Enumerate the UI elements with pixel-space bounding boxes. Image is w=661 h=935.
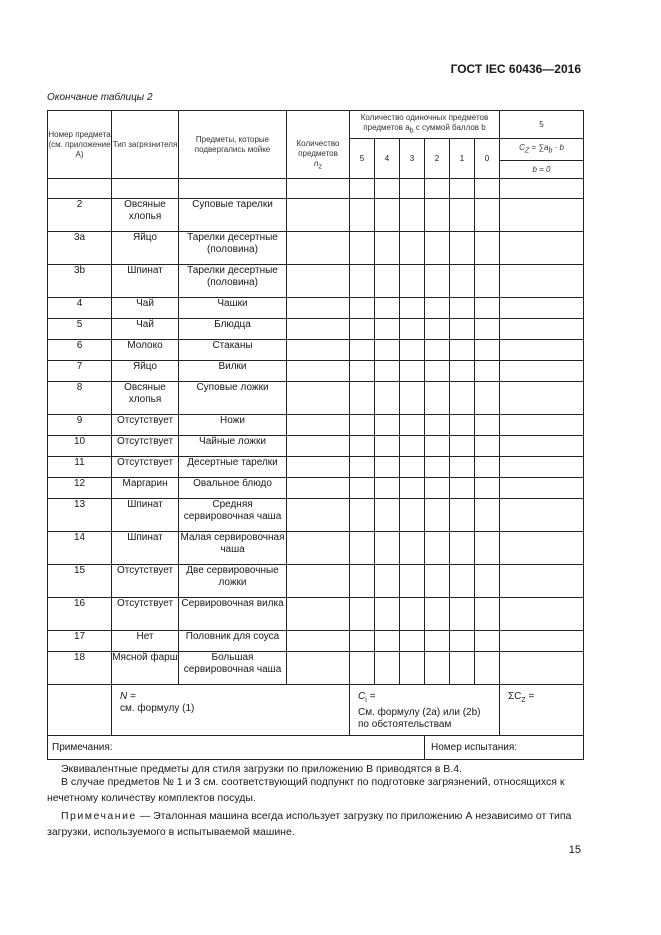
- notes-row: [48, 736, 584, 760]
- summary-sigma: [500, 685, 584, 736]
- empty-cell: [375, 565, 400, 598]
- empty-cell: [425, 532, 450, 565]
- empty-cell: [350, 499, 375, 532]
- item-number-cell: 3a: [48, 232, 112, 265]
- empty-cell: [350, 457, 375, 478]
- empty-cell: [400, 631, 425, 652]
- item-number-cell: 7: [48, 361, 112, 382]
- item-name-cell: Чашки: [179, 298, 287, 319]
- spacer-cell: [500, 179, 584, 199]
- empty-cell: [500, 340, 584, 361]
- empty-cell: [450, 565, 475, 598]
- summary-sigma-eq: =: [525, 691, 535, 702]
- item-number-cell: 15: [48, 565, 112, 598]
- empty-cell: [450, 361, 475, 382]
- empty-cell: [500, 382, 584, 415]
- empty-cell: [425, 436, 450, 457]
- note-label: Примечание: [61, 810, 137, 822]
- soil-type-cell: Шпинат: [112, 532, 179, 565]
- empty-cell: [500, 361, 584, 382]
- table-row: [48, 598, 584, 631]
- soil-type-cell: Овсяные хлопья: [112, 199, 179, 232]
- item-name-cell: Суповые тарелки: [179, 199, 287, 232]
- spacer-cell: [350, 179, 375, 199]
- empty-cell: [400, 478, 425, 499]
- empty-cell: [450, 457, 475, 478]
- empty-cell: [425, 598, 450, 631]
- empty-cell: [475, 265, 500, 298]
- empty-cell: [350, 478, 375, 499]
- empty-cell: [450, 652, 475, 685]
- empty-cell: [350, 652, 375, 685]
- page-number: 15: [568, 844, 581, 856]
- header-score-group-line2-post: с суммой баллов b: [413, 122, 486, 132]
- table-row: [48, 265, 584, 298]
- header-score-group-line1: Количество одиночных предметов: [360, 112, 489, 122]
- item-number-cell: 11: [48, 457, 112, 478]
- score-1: 1: [450, 139, 475, 179]
- empty-cell: [287, 631, 350, 652]
- empty-cell: [375, 382, 400, 415]
- empty-cell: [350, 232, 375, 265]
- summary-n-label: N =: [120, 691, 136, 702]
- spacer-cell: [425, 179, 450, 199]
- empty-cell: [425, 499, 450, 532]
- empty-cell: [425, 298, 450, 319]
- empty-cell: [287, 499, 350, 532]
- empty-cell: [400, 232, 425, 265]
- empty-cell: [500, 478, 584, 499]
- empty-cell: [475, 652, 500, 685]
- spacer-cell: [287, 179, 350, 199]
- notes-cell: Примечания:: [48, 736, 425, 760]
- empty-cell: [500, 652, 584, 685]
- header-quantity-sub: z: [318, 163, 322, 171]
- empty-cell: [450, 436, 475, 457]
- empty-cell: [475, 232, 500, 265]
- item-number-cell: 8: [48, 382, 112, 415]
- item-name-cell: Овальное блюдо: [179, 478, 287, 499]
- summary-ci-label: C: [358, 691, 366, 702]
- empty-cell: [287, 457, 350, 478]
- soil-type-cell: Маргарин: [112, 478, 179, 499]
- summary-n: [112, 685, 350, 736]
- empty-cell: [400, 361, 425, 382]
- cz-symbol-sub: Z: [524, 147, 530, 155]
- item-name-cell: Чайные ложки: [179, 436, 287, 457]
- empty-cell: [287, 415, 350, 436]
- empty-cell: [400, 319, 425, 340]
- paragraph-equivalent-items: Эквивалентные предметы для стиля загрузки по приложению В приводятся в В.4.: [61, 763, 462, 775]
- empty-cell: [450, 532, 475, 565]
- score-2: 2: [425, 139, 450, 179]
- empty-cell: [500, 499, 584, 532]
- empty-cell: [450, 340, 475, 361]
- empty-cell: [350, 361, 375, 382]
- empty-cell: [475, 340, 500, 361]
- table-row: [48, 532, 584, 565]
- empty-cell: [350, 319, 375, 340]
- spacer-cell: [475, 179, 500, 199]
- summary-ci-eq: =: [366, 691, 376, 702]
- item-name-cell: Сервировочная вилка: [179, 598, 287, 631]
- item-number-cell: 16: [48, 598, 112, 631]
- item-number-cell: 18: [48, 652, 112, 685]
- item-name-cell: Стаканы: [179, 340, 287, 361]
- table-row: [48, 319, 584, 340]
- soil-type-cell: Отсутствует: [112, 436, 179, 457]
- empty-cell: [287, 265, 350, 298]
- spacer-cell: [48, 179, 112, 199]
- empty-cell: [475, 361, 500, 382]
- empty-cell: [287, 340, 350, 361]
- empty-cell: [350, 382, 375, 415]
- empty-cell: [400, 382, 425, 415]
- standard-designation: ГОСТ IEC 60436—2016: [450, 62, 581, 76]
- empty-cell: [287, 232, 350, 265]
- spacer-cell: [450, 179, 475, 199]
- spacer-cell: [112, 179, 179, 199]
- summary-ci-ref2: по обстоятельствам: [358, 719, 452, 730]
- empty-cell: [425, 361, 450, 382]
- empty-cell: [287, 298, 350, 319]
- empty-cell: [400, 532, 425, 565]
- empty-cell: [450, 499, 475, 532]
- empty-cell: [375, 415, 400, 436]
- header-col5: 5: [500, 111, 584, 139]
- item-number-cell: 6: [48, 340, 112, 361]
- empty-cell: [400, 340, 425, 361]
- item-number-cell: 2: [48, 199, 112, 232]
- empty-cell: [425, 232, 450, 265]
- header-soil-type: Тип загрязнителя: [112, 111, 179, 179]
- empty-cell: [350, 199, 375, 232]
- table-row: [48, 199, 584, 232]
- soil-type-cell: Чай: [112, 319, 179, 340]
- empty-cell: [500, 319, 584, 340]
- item-number-cell: 3b: [48, 265, 112, 298]
- table-row: [48, 652, 584, 685]
- item-name-cell: Тарелки десертные (половина): [179, 265, 287, 298]
- summary-ci-ref: См. формулу (2a) или (2b): [358, 707, 481, 718]
- empty-cell: [287, 478, 350, 499]
- empty-cell: [475, 631, 500, 652]
- empty-cell: [350, 631, 375, 652]
- empty-cell: [375, 319, 400, 340]
- table-caption: Окончание таблицы 2: [47, 92, 153, 103]
- item-name-cell: Средняя сервировочная чаша: [179, 499, 287, 532]
- empty-cell: [425, 565, 450, 598]
- empty-cell: [450, 319, 475, 340]
- empty-cell: [500, 232, 584, 265]
- item-number-cell: 14: [48, 532, 112, 565]
- empty-cell: [375, 340, 400, 361]
- empty-cell: [350, 340, 375, 361]
- item-number-cell: 5: [48, 319, 112, 340]
- header-quantity-symbol: n: [314, 159, 319, 168]
- empty-cell: [475, 532, 500, 565]
- paragraph-items-1-3: В случае предметов № 1 и 3 см. соответствующий подпункт по подготовке загрязнений, относящихся к нечетному количеству комплектов посуды.: [47, 776, 565, 804]
- item-number-cell: 17: [48, 631, 112, 652]
- empty-cell: [375, 265, 400, 298]
- table-data-rows: [48, 199, 584, 685]
- header-spacer-row: [48, 179, 584, 199]
- header-quantity: [287, 111, 350, 179]
- paragraph-note: [47, 808, 583, 840]
- soil-type-cell: Мясной фарш: [112, 652, 179, 685]
- header-b-zero: b = 0: [500, 161, 584, 179]
- header-items-tested: Предметы, которые подвергались мойке: [179, 111, 287, 179]
- empty-cell: [400, 499, 425, 532]
- empty-cell: [475, 436, 500, 457]
- table-row: [48, 415, 584, 436]
- empty-cell: [425, 199, 450, 232]
- empty-cell: [500, 415, 584, 436]
- summary-sigma-sub: Z: [521, 697, 526, 704]
- summary-row: [48, 685, 584, 736]
- header-quantity-label: Количество предметов: [296, 139, 340, 158]
- table-row: [48, 436, 584, 457]
- empty-cell: [450, 478, 475, 499]
- summary-sigma-label: ΣC: [508, 691, 522, 702]
- empty-cell: [287, 382, 350, 415]
- empty-cell: [350, 436, 375, 457]
- item-name-cell: Десертные тарелки: [179, 457, 287, 478]
- empty-cell: [350, 532, 375, 565]
- soil-type-cell: Чай: [112, 298, 179, 319]
- empty-cell: [500, 457, 584, 478]
- empty-cell: [450, 298, 475, 319]
- table-row: [48, 457, 584, 478]
- empty-cell: [450, 598, 475, 631]
- empty-cell: [450, 232, 475, 265]
- item-name-cell: Малая сервировочная чаша: [179, 532, 287, 565]
- empty-cell: [475, 415, 500, 436]
- empty-cell: [287, 652, 350, 685]
- empty-cell: [287, 598, 350, 631]
- empty-cell: [375, 298, 400, 319]
- table-row: [48, 340, 584, 361]
- score-3: 3: [400, 139, 425, 179]
- empty-cell: [375, 478, 400, 499]
- empty-cell: [375, 652, 400, 685]
- header-item-number: Номер предмета (см. приложение А): [48, 111, 112, 179]
- empty-cell: [475, 199, 500, 232]
- empty-cell: [475, 565, 500, 598]
- empty-cell: [400, 298, 425, 319]
- header-score-group-line2-sub: b: [409, 127, 414, 135]
- header-score-group-line2-pre: предметов a: [363, 122, 410, 132]
- soil-type-cell: Шпинат: [112, 265, 179, 298]
- score-0: 0: [475, 139, 500, 179]
- item-name-cell: Две сервировочные ложки: [179, 565, 287, 598]
- empty-cell: [425, 652, 450, 685]
- item-number-cell: 13: [48, 499, 112, 532]
- empty-cell: [375, 532, 400, 565]
- empty-cell: [450, 265, 475, 298]
- soil-type-cell: Отсутствует: [112, 565, 179, 598]
- spacer-cell: [179, 179, 287, 199]
- empty-cell: [425, 631, 450, 652]
- table-row: [48, 499, 584, 532]
- table-footer: [48, 685, 584, 760]
- empty-cell: [400, 199, 425, 232]
- empty-cell: [500, 565, 584, 598]
- header-score-group: [350, 111, 500, 139]
- soil-type-cell: Яйцо: [112, 361, 179, 382]
- empty-cell: [400, 457, 425, 478]
- empty-cell: [287, 199, 350, 232]
- item-number-cell: 4: [48, 298, 112, 319]
- spacer-cell: [400, 179, 425, 199]
- cz-formula-end: · b: [552, 142, 564, 152]
- note-text: — Эталонная машина всегда использует загрузку по приложению А независимо от типа загрузки, используемого в испытываемой машине.: [47, 810, 572, 838]
- empty-cell: [375, 598, 400, 631]
- empty-cell: [500, 298, 584, 319]
- empty-cell: [400, 436, 425, 457]
- empty-cell: [475, 319, 500, 340]
- soil-type-cell: Шпинат: [112, 499, 179, 532]
- empty-cell: [500, 598, 584, 631]
- empty-cell: [287, 361, 350, 382]
- empty-cell: [375, 457, 400, 478]
- empty-cell: [425, 478, 450, 499]
- empty-cell: [500, 199, 584, 232]
- item-name-cell: Половник для соуса: [179, 631, 287, 652]
- results-table: [47, 110, 584, 760]
- summary-ci-sub: i: [365, 697, 367, 704]
- table-row: [48, 232, 584, 265]
- empty-cell: [425, 340, 450, 361]
- test-number-cell: Номер испытания:: [425, 736, 584, 760]
- empty-cell: [350, 415, 375, 436]
- empty-cell: [375, 232, 400, 265]
- empty-cell: [350, 598, 375, 631]
- empty-cell: [287, 565, 350, 598]
- empty-cell: [450, 631, 475, 652]
- summary-n-ref: см. формулу (1): [120, 703, 195, 714]
- header-cz-formula: [500, 139, 584, 161]
- empty-cell: [475, 298, 500, 319]
- empty-cell: [475, 457, 500, 478]
- soil-type-cell: Нет: [112, 631, 179, 652]
- empty-cell: [287, 436, 350, 457]
- item-name-cell: Большая сервировочная чаша: [179, 652, 287, 685]
- cz-formula-sub2: b: [548, 147, 553, 155]
- empty-cell: [500, 532, 584, 565]
- empty-cell: [400, 415, 425, 436]
- soil-type-cell: Яйцо: [112, 232, 179, 265]
- cz-symbol: C: [519, 142, 525, 152]
- empty-cell: [450, 382, 475, 415]
- empty-cell: [400, 598, 425, 631]
- empty-cell: [500, 631, 584, 652]
- table-row: [48, 382, 584, 415]
- empty-cell: [350, 265, 375, 298]
- soil-type-cell: Отсутствует: [112, 415, 179, 436]
- soil-type-cell: Отсутствует: [112, 598, 179, 631]
- item-name-cell: Тарелки десертные (половина): [179, 232, 287, 265]
- empty-cell: [425, 382, 450, 415]
- empty-cell: [375, 631, 400, 652]
- empty-cell: [450, 415, 475, 436]
- empty-cell: [375, 499, 400, 532]
- empty-cell: [500, 265, 584, 298]
- empty-cell: [425, 457, 450, 478]
- spacer-cell: [375, 179, 400, 199]
- empty-cell: [375, 361, 400, 382]
- empty-cell: [350, 565, 375, 598]
- item-number-cell: 9: [48, 415, 112, 436]
- empty-cell: [400, 652, 425, 685]
- empty-cell: [475, 478, 500, 499]
- empty-cell: [425, 265, 450, 298]
- soil-type-cell: Отсутствует: [112, 457, 179, 478]
- item-name-cell: Ножи: [179, 415, 287, 436]
- score-4: 4: [375, 139, 400, 179]
- empty-cell: [400, 565, 425, 598]
- soil-type-cell: Овсяные хлопья: [112, 382, 179, 415]
- table-row: [48, 478, 584, 499]
- empty-cell: [450, 199, 475, 232]
- empty-cell: [287, 319, 350, 340]
- empty-cell: [375, 199, 400, 232]
- table-row: [48, 298, 584, 319]
- soil-type-cell: Молоко: [112, 340, 179, 361]
- table-row: [48, 565, 584, 598]
- item-name-cell: Блюдца: [179, 319, 287, 340]
- table-body: [48, 111, 584, 199]
- empty-cell: [400, 265, 425, 298]
- empty-cell: [287, 532, 350, 565]
- empty-cell: [425, 319, 450, 340]
- summary-empty-cell: [48, 685, 112, 736]
- item-name-cell: Суповые ложки: [179, 382, 287, 415]
- item-number-cell: 10: [48, 436, 112, 457]
- summary-ci: [350, 685, 500, 736]
- table-row: [48, 361, 584, 382]
- empty-cell: [350, 298, 375, 319]
- empty-cell: [475, 499, 500, 532]
- score-5: 5: [350, 139, 375, 179]
- table-row: [48, 631, 584, 652]
- empty-cell: [375, 436, 400, 457]
- cz-formula-rest: = ∑a: [529, 142, 549, 152]
- item-name-cell: Вилки: [179, 361, 287, 382]
- empty-cell: [475, 382, 500, 415]
- empty-cell: [425, 415, 450, 436]
- empty-cell: [475, 598, 500, 631]
- item-number-cell: 12: [48, 478, 112, 499]
- empty-cell: [500, 436, 584, 457]
